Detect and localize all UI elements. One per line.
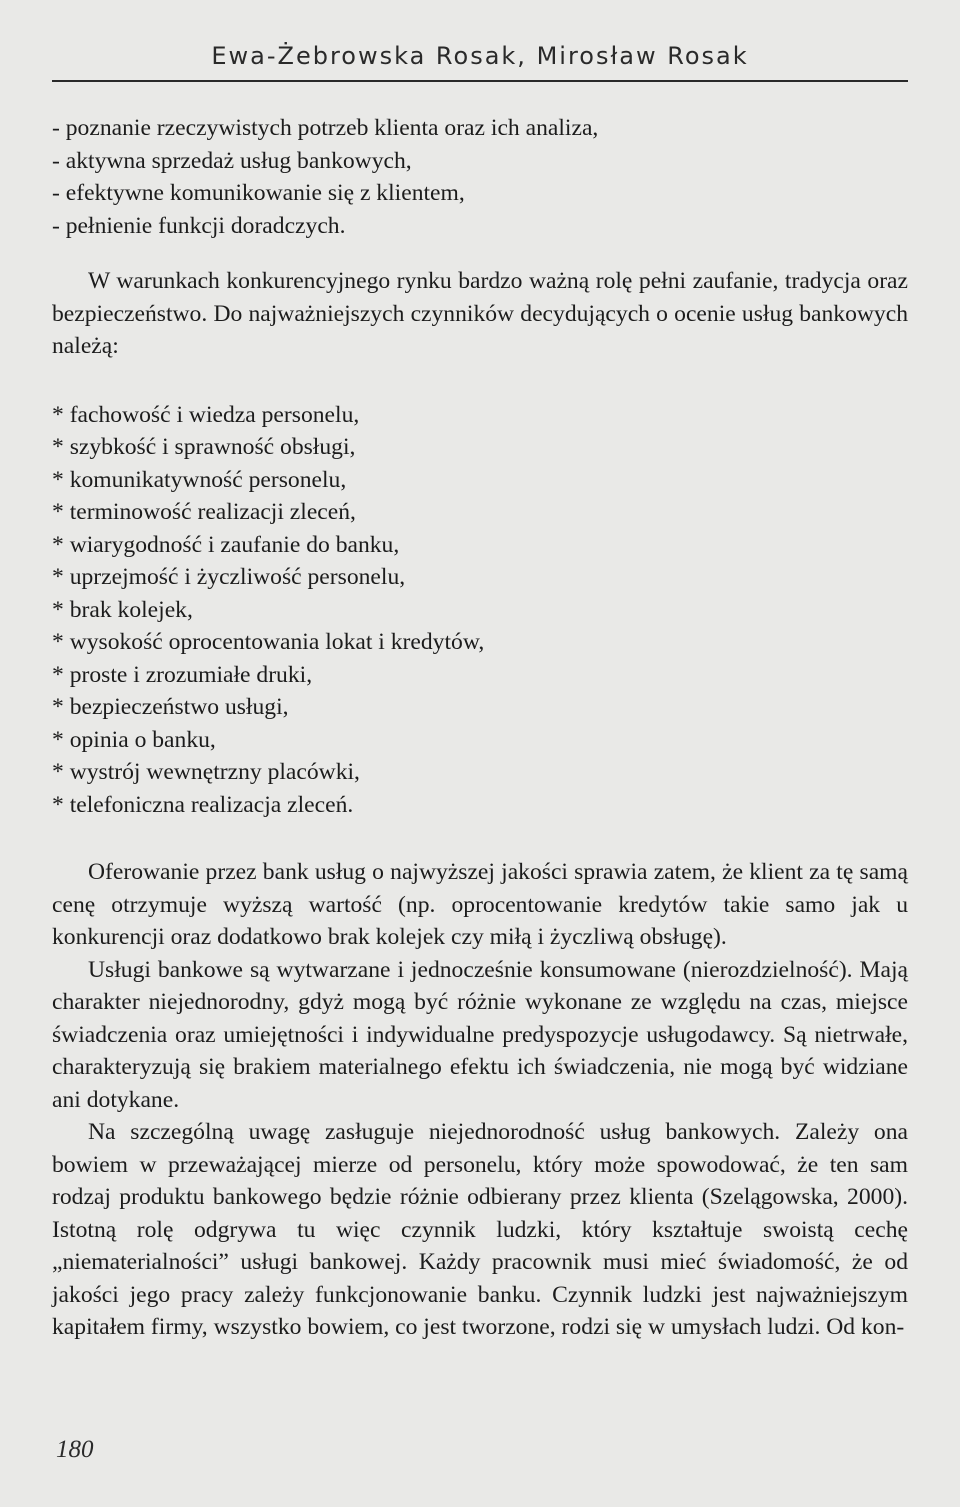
- paragraph: W warunkach konkurencyjnego rynku bardzo ważną rolę pełni zaufanie, tradycja oraz bezpieczeństwo. Do najważniejszych czynników decydujących o ocenie usług bankowych należą:: [52, 268, 908, 359]
- list-item: * szybkość i sprawność obsługi,: [52, 434, 356, 460]
- list-item: * proste i zrozumiałe druki,: [52, 661, 313, 688]
- list-item: * wiarygodność i zaufanie do banku,: [52, 531, 400, 558]
- list-item: - efektywne komunikowanie się z klientem,: [52, 180, 465, 206]
- list-item: - poznanie rzeczywistych potrzeb klienta oraz ich analiza,: [52, 115, 599, 141]
- factor-list: [52, 399, 908, 822]
- paragraph: Na szczególną uwagę zasługuje niejednorodność usług bankowych. Zależy ona bowiem w przeważającej mierze od personelu, który może spowodować, że ten sam rodzaj produktu bankowego będzie różnie odbierany przez klienta (Szelągowska, 2000). Istotną rolę odgrywa tu więc czynnik ludzki, który kształtuje swoistą cechę „niematerialności” usługi bankowej. Każdy pracownik musi mieć świadomość, że od jakości jego pracy zależy funkcjonowanie banku. Czynnik ludzki jest najważniejszym kapitałem firmy, wszystko bowiem, co jest tworzone, rodzi się w umysłach ludzi. Od kon-: [52, 1119, 908, 1340]
- list-item: * wysokość oprocentowania lokat i kredytów,: [52, 629, 485, 655]
- list-item: * uprzejmość i życzliwość personelu,: [52, 564, 406, 590]
- list-item: * komunikatywność personelu,: [52, 466, 347, 493]
- paragraph: Oferowanie przez bank usług o najwyższej jakości sprawia zatem, że klient za tę samą cenę otrzymuje wyższą wartość (np. oprocentowanie kredytów takie samo jak u konkurencji oraz dodatkowo brak kolejek czy miłą i życzliwą obsługę).: [52, 859, 908, 950]
- paragraph: Usługi bankowe są wytwarzane i jednocześnie konsumowane (nierozdzielność). Mają charakter niejednorodny, gdyż mogą być różnie wykonane ze względu na czas, miejsce świadczenia oraz umiejętności i indywidualne predyspozycje usługodawcy. Są nietrwałe, charakteryzują się brakiem materialnego efektu ich świadczenia, nie mogą być widziane ani dotykane.: [52, 956, 908, 1113]
- list-item: * brak kolejek,: [52, 596, 193, 623]
- list-item: - pełnienie funkcji doradczych.: [52, 212, 346, 239]
- header-rule: [52, 80, 908, 82]
- running-header: Ewa-Żebrowska Rosak, Mirosław Rosak: [211, 42, 749, 70]
- body-text: [52, 112, 908, 1344]
- list-item: * terminowość realizacji zleceń,: [52, 499, 356, 525]
- list-item: * telefoniczna realizacja zleceń.: [52, 791, 354, 818]
- list-item: * bezpieczeństwo usługi,: [52, 694, 289, 720]
- list-item: * wystrój wewnętrzny placówki,: [52, 759, 360, 785]
- dash-list: [52, 112, 908, 242]
- list-item: * opinia o banku,: [52, 726, 216, 753]
- list-item: - aktywna sprzedaż usług bankowych,: [52, 147, 412, 174]
- list-item: * fachowość i wiedza personelu,: [52, 401, 360, 428]
- page-number: 180: [56, 1436, 94, 1463]
